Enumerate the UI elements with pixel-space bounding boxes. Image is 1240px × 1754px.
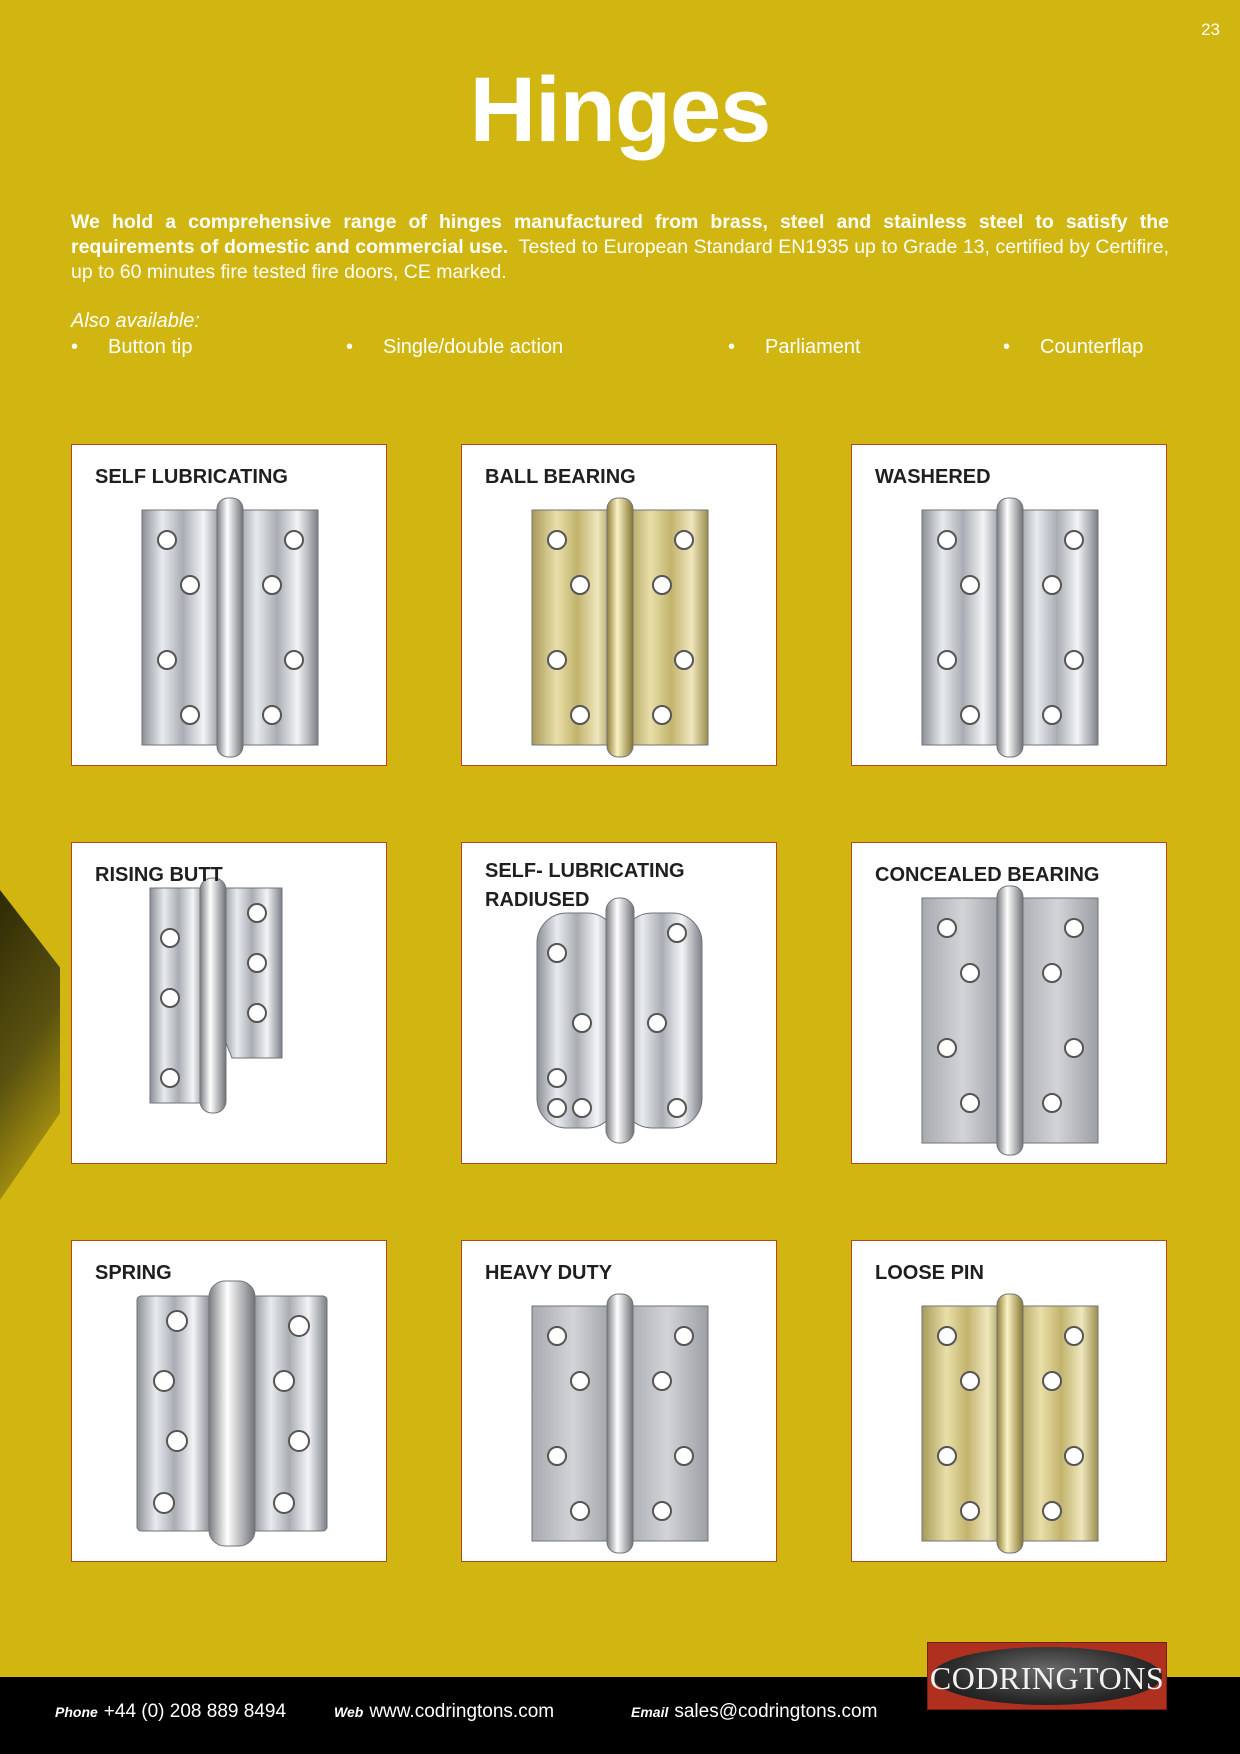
product-title: LOOSE PIN (875, 1262, 984, 1284)
product-card[interactable] (461, 444, 777, 766)
web-label: Web (334, 1704, 364, 1720)
product-title: RISING BUTT (95, 864, 223, 886)
footer-phone (55, 1701, 286, 1723)
product-title: BALL BEARING (485, 466, 636, 488)
bullet-text: Single/double action (383, 336, 564, 358)
phone-number[interactable]: +44 (0) 208 889 8494 (103, 1701, 287, 1722)
rising-butt-hinge-icon (150, 878, 282, 1113)
bullet-item: • Counterflap (1003, 336, 1144, 358)
phone-label: Phone (55, 1704, 98, 1720)
product-title: SELF LUBRICATING (95, 466, 288, 488)
product-card[interactable] (461, 1240, 777, 1562)
page-title: Hinges (469, 59, 771, 161)
butt-hinge-icon (922, 886, 1098, 1155)
email-link[interactable]: sales@codringtons.com (674, 1701, 878, 1722)
also-available-list (71, 336, 1169, 362)
product-image (72, 445, 388, 767)
product-image (462, 1241, 778, 1563)
product-card[interactable] (851, 1240, 1167, 1562)
logo-text: CODRINGTONS (929, 1660, 1165, 1696)
butt-hinge-icon (922, 498, 1098, 757)
product-title: SPRING (95, 1262, 172, 1284)
product-card[interactable] (71, 842, 387, 1164)
product-image (852, 1241, 1168, 1563)
product-card[interactable] (851, 444, 1167, 766)
web-link[interactable]: www.codringtons.com (369, 1701, 555, 1722)
butt-hinge-icon (142, 498, 318, 757)
product-title: HEAVY DUTY (485, 1262, 613, 1284)
footer-email (631, 1701, 877, 1723)
product-image (852, 445, 1168, 767)
butt-hinge-icon (532, 498, 708, 757)
spring-hinge-icon (137, 1281, 327, 1546)
email-label: Email (631, 1704, 669, 1720)
intro-normal-text: Tested to European Standard EN1935 up to Grade 13, certified by Certifire, up to 60 minutes fire tested fire doors, CE marked. (71, 236, 1169, 283)
codringtons-logo[interactable] (927, 1642, 1167, 1710)
product-title: SELF- LUBRICATING RADIUSED (485, 860, 685, 911)
intro-bold-text: We hold a comprehensive range of hinges manufactured from brass, steel and stainless steel to satisfy the requirements of domestic and commercial use. (71, 211, 1169, 258)
butt-hinge-icon (922, 1294, 1098, 1553)
product-image (852, 843, 1168, 1165)
bullet-text: Counterflap (1040, 336, 1144, 358)
product-image (462, 445, 778, 767)
product-title: WASHERED (875, 466, 991, 488)
product-card[interactable] (71, 1240, 387, 1562)
intro-paragraph (71, 210, 1169, 285)
bullet-text: Parliament (765, 336, 861, 358)
product-card[interactable] (851, 842, 1167, 1164)
bullet-item: • Parliament (728, 336, 861, 358)
bullet-item: • Button tip (71, 336, 193, 358)
product-card[interactable] (461, 842, 777, 1164)
radiused-hinge-icon (537, 898, 702, 1143)
also-available-label: Also available: (71, 310, 200, 332)
product-title: CONCEALED BEARING (875, 864, 1100, 886)
footer-web (334, 1701, 554, 1723)
decorative-wedge (0, 890, 60, 1200)
butt-hinge-icon (532, 1294, 708, 1553)
bullet-item: • Single/double action (346, 336, 564, 358)
product-card[interactable] (71, 444, 387, 766)
bullet-text: Button tip (108, 336, 193, 358)
product-image (72, 1241, 388, 1563)
page-number: 23 (1201, 20, 1220, 39)
product-image (72, 843, 388, 1165)
